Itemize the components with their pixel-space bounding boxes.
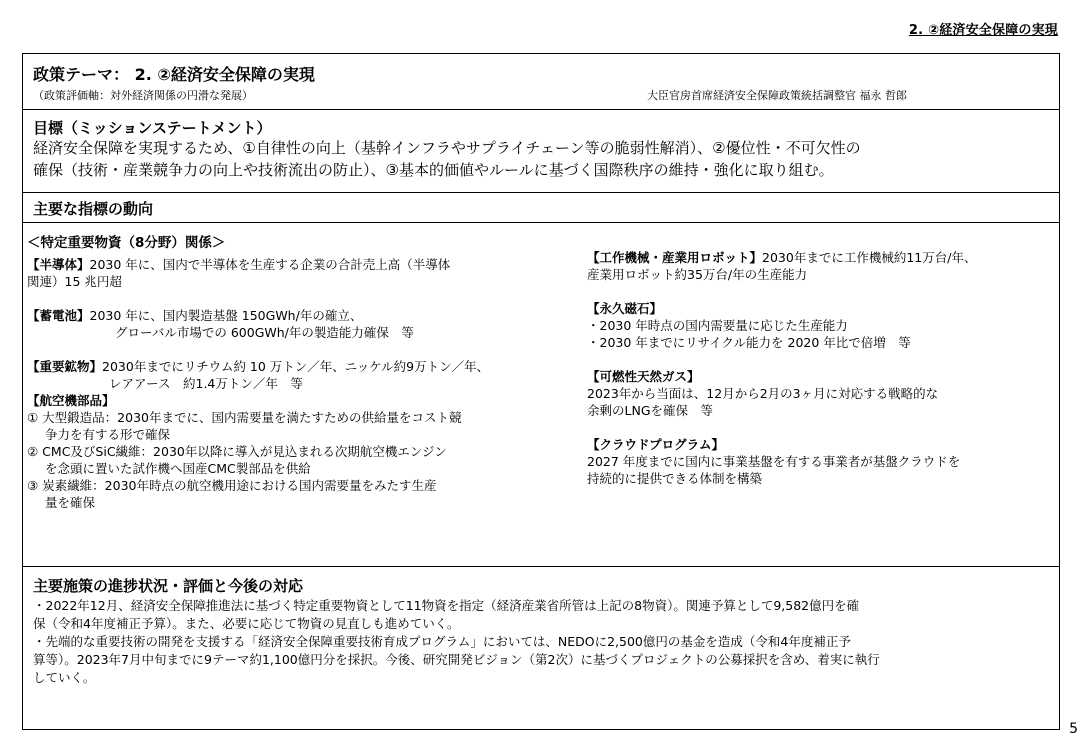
goal-line: 確保（技術・産業競争力の向上や技術流出の防止）、③基本的価値やルールに基づく国際秩序の維持・強化に取り組む。 bbox=[33, 161, 834, 179]
minerals-label: 【重要鉱物】 bbox=[27, 359, 103, 374]
gas-text: 2023年から当面は、12月から2月の3ヶ月に対応する戦略的な bbox=[587, 386, 939, 401]
battery-block bbox=[27, 307, 567, 341]
aircraft-item: ③ 炭素繊維：2030年時点の航空機用途における国内需要量をみたす生産 量を確保 bbox=[27, 478, 437, 510]
magnet-label: 【永久磁石】 bbox=[587, 301, 663, 316]
semiconductor-label: 【半導体】 bbox=[27, 257, 90, 272]
magnet-text: ・2030 年時点の国内需要量に応じた生産能力 bbox=[587, 318, 848, 333]
eval-axis: （政策評価軸：対外経済関係の円滑な発展） bbox=[33, 89, 253, 102]
robot-text: 2030年までに工作機械約11万台/年、 bbox=[762, 250, 977, 265]
actions-heading: 主要施策の進捗状況・評価と今後の対応 bbox=[33, 577, 304, 595]
gas-text: 余剰のLNGを確保 等 bbox=[587, 403, 714, 418]
goal-section bbox=[23, 110, 1059, 193]
actions-line: ・2022年12月、経済安全保障推進法に基づく特定重要物資として11物資を指定（経済産業省所管は上記の8物資）。関連予算として9,582億円を確 bbox=[33, 598, 860, 613]
aircraft-label: 【航空機部品】 bbox=[27, 393, 115, 408]
cloud-text: 2027 年度までに国内に事業基盤を有する事業者が基盤クラウドを bbox=[587, 454, 961, 469]
gas-block bbox=[587, 368, 1057, 419]
indicators-header bbox=[23, 193, 1059, 223]
magnet-text: ・2030 年までにリサイクル能力を 2020 年比で倍増 等 bbox=[587, 335, 911, 350]
category-bracket: ＜特定重要物資（8分野）関係＞ bbox=[27, 235, 226, 251]
policy-sheet bbox=[22, 53, 1060, 730]
cloud-block bbox=[587, 436, 1057, 487]
indicators-left-column bbox=[27, 235, 567, 511]
indicators-heading: 主要な指標の動向 bbox=[33, 200, 154, 218]
actions-section bbox=[23, 567, 1059, 731]
cloud-text: 持続的に提供できる体制を構築 bbox=[587, 471, 763, 486]
minerals-text: レアアース 約1.4万トン／年 等 bbox=[109, 376, 303, 391]
goal-line: 経済安全保障を実現するため、①自律性の向上（基幹インフラやサプライチェーン等の脆弱性解消）、②優位性・不可欠性の bbox=[33, 139, 861, 157]
gas-label: 【可燃性天然ガス】 bbox=[587, 369, 700, 384]
actions-line: していく。 bbox=[33, 670, 96, 685]
goal-heading: 目標（ミッションステートメント） bbox=[33, 119, 272, 137]
aircraft-item: ① 大型鍛造品：2030年までに、国内需要量を満たすための供給量をコスト競 争力を有する形で確保 bbox=[27, 410, 462, 442]
robot-label: 【工作機械・産業用ロボット】 bbox=[587, 250, 763, 265]
actions-text bbox=[33, 597, 1051, 687]
actions-line: 算等）。2023年7月中旬までに9テーマ約1,100億円分を採択。今後、研究開発ビジョン（第2次）に基づくプロジェクトの公募採択を含め、着実に執行 bbox=[33, 652, 880, 667]
minerals-text: 2030年までにリチウム約 10 万トン／年、ニッケル約9万トン／年、 bbox=[102, 359, 490, 374]
indicators-right-column bbox=[587, 249, 1057, 487]
magnet-block bbox=[587, 300, 1057, 351]
aircraft-item: ② CMC及びSiC繊維：2030年以降に導入が見込まれる次期航空機エンジン を念頭に置いた試作機へ国産CMC製部品を供給 bbox=[27, 444, 447, 476]
theme-header bbox=[23, 54, 1059, 110]
owner-name: 大臣官房首席経済安全保障政策統括調整官 福永 哲郎 bbox=[647, 89, 907, 102]
battery-text: グローバル市場での 600GWh/年の製造能力確保 等 bbox=[115, 325, 414, 340]
actions-line: 保（令和4年度補正予算）。また、必要に応じて物資の見直しも進めていく。 bbox=[33, 616, 460, 631]
robot-text: 産業用ロボット約35万台/年の生産能力 bbox=[587, 267, 808, 282]
battery-label: 【蓄電池】 bbox=[27, 308, 90, 323]
page-number: 5 bbox=[1069, 721, 1078, 737]
battery-text: 2030 年に、国内製造基盤 150GWh/年の確立、 bbox=[89, 308, 363, 323]
aircraft-block bbox=[27, 392, 567, 511]
robot-block bbox=[587, 249, 1057, 283]
semiconductor-text: 2030 年に、国内で半導体を生産する企業の合計売上高（半導体 bbox=[89, 257, 451, 272]
cloud-label: 【クラウドプログラム】 bbox=[587, 437, 725, 452]
goal-text bbox=[33, 137, 1053, 181]
semiconductor-block bbox=[27, 256, 567, 290]
semiconductor-text: 関連）15 兆円超 bbox=[27, 274, 122, 289]
theme-title: 政策テーマ： 2. ②経済安全保障の実現 bbox=[33, 65, 315, 84]
minerals-block bbox=[27, 358, 567, 392]
section-label: 2. ②経済安全保障の実現 bbox=[908, 23, 1058, 38]
actions-line: ・先端的な重要技術の開発を支援する「経済安全保障重要技術育成プログラム」においては、NEDOに2,500億円の基金を造成（令和4年度補正予 bbox=[33, 634, 851, 649]
indicators-body bbox=[23, 223, 1059, 567]
